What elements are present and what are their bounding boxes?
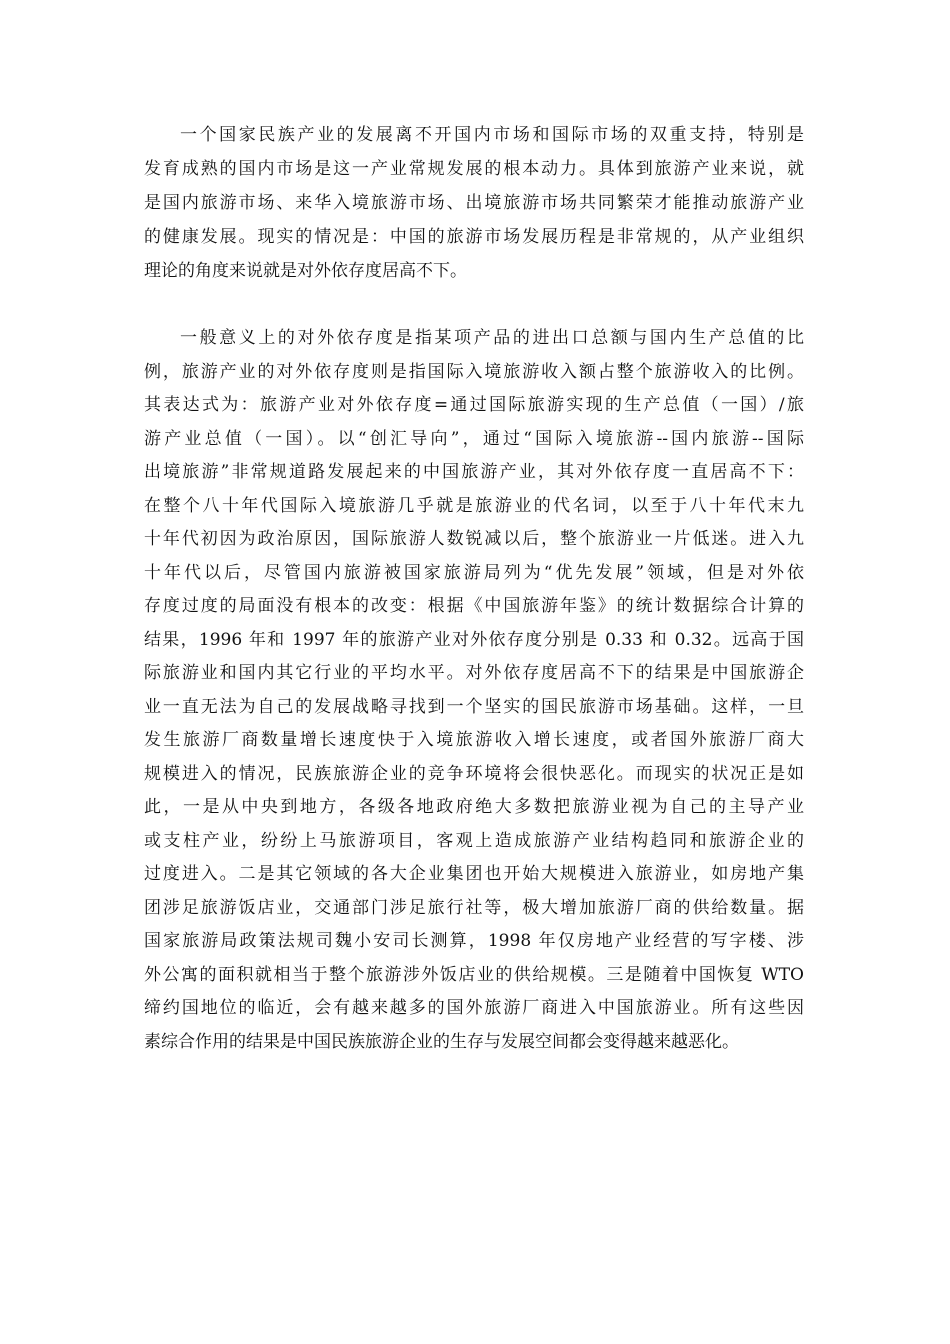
paragraph-1-line-5: 理论的角度来说就是对外依存度居高不下。 — [144, 261, 467, 281]
paragraph-2-line-22: 素综合作用的结果是中国民族旅游企业的生存与发展空间都会变得越来越恶化。 — [144, 1031, 739, 1052]
paragraph-2-line-13: 发生旅游厂商数量增长速度快于入境旅游收入增长速度，或者国外旅游厂商大 — [144, 730, 804, 750]
paragraph-1-line-1: 一个国家民族产业的发展离不开国内市场和国际市场的双重支持，特别是 — [180, 125, 804, 145]
paragraph-2-line-16: 或支柱产业，纷纷上马旅游项目，客观上造成旅游产业结构趋同和旅游企业的 — [144, 830, 804, 851]
paragraph-2-line-3: 其表达式为：旅游产业对外依存度=通过国际旅游实现的生产总值（一国）/旅 — [144, 395, 804, 415]
paragraph-2-line-5: 出境旅游”非常规道路发展起来的中国旅游产业，其对外依存度一直居高不下： — [144, 462, 804, 482]
paragraph-2-line-6: 在整个八十年代国际入境旅游几乎就是旅游业的代名词，以至于八十年代末九 — [144, 495, 804, 516]
paragraph-2-line-19: 国家旅游局政策法规司魏小安司长测算，1998 年仅房地产业经营的写字楼、涉 — [144, 931, 804, 951]
paragraph-2-line-14: 规模进入的情况，民族旅游企业的竞争环境将会很快恶化。而现实的状况正是如 — [144, 763, 804, 784]
paragraph-2-line-20: 外公寓的面积就相当于整个旅游涉外饭店业的供给规模。三是随着中国恢复 WTO — [144, 964, 804, 985]
paragraph-2-line-9: 存度过度的局面没有根本的改变：根据《中国旅游年鉴》的统计数据综合计算的 — [144, 596, 804, 616]
paragraph-2-line-4: 游产业总值（一国）。以“创汇导向”，通过“国际入境旅游--国内旅游--国际 — [144, 428, 804, 449]
paragraph-1-line-3: 是国内旅游市场、来华入境旅游市场、出境旅游市场共同繁荣才能推动旅游产业 — [144, 193, 804, 213]
paragraph-1 — [144, 118, 804, 288]
paragraph-1-line-2: 发育成熟的国内市场是这一产业常规发展的根本动力。具体到旅游产业来说，就 — [144, 159, 804, 179]
paragraph-2-line-8: 十年代以后，尽管国内旅游被国家旅游局列为“优先发展”领域，但是对外依 — [144, 562, 804, 583]
paragraph-2-line-18: 团涉足旅游饭店业，交通部门涉足旅行社等，极大增加旅游厂商的供给数量。据 — [144, 897, 804, 918]
paragraph-1-line-4: 的健康发展。现实的情况是：中国的旅游市场发展历程是非常规的，从产业组织 — [144, 227, 804, 247]
paragraph-2-line-7: 十年代初因为政治原因，国际旅游人数锐减以后，整个旅游业一片低迷。进入九 — [144, 529, 804, 549]
paragraph-2-line-17: 过度进入。二是其它领域的各大企业集团也开始大规模进入旅游业，如房地产集 — [144, 864, 804, 884]
paragraph-2-line-10: 结果，1996 年和 1997 年的旅游产业对外依存度分别是 0.33 和 0.32。远高于国 — [144, 629, 804, 650]
paragraph-2-line-21: 缔约国地位的临近，会有越来越多的国外旅游厂商进入中国旅游业。所有这些因 — [144, 998, 804, 1018]
paragraph-2-line-1: 一般意义上的对外依存度是指某项产品的进出口总额与国内生产总值的比 — [180, 328, 804, 348]
paragraph-2 — [144, 322, 804, 1059]
paragraph-2-line-2: 例，旅游产业的对外依存度则是指国际入境旅游收入额占整个旅游收入的比例。 — [144, 361, 804, 382]
paragraph-2-line-12: 业一直无法为自己的发展战略寻找到一个坚实的国民旅游市场基础。这样，一旦 — [144, 696, 804, 717]
paragraph-2-line-15: 此，一是从中央到地方，各级各地政府绝大多数把旅游业视为自己的主导产业 — [144, 797, 804, 817]
paragraph-2-line-11: 际旅游业和国内其它行业的平均水平。对外依存度居高不下的结果是中国旅游企 — [144, 663, 804, 683]
